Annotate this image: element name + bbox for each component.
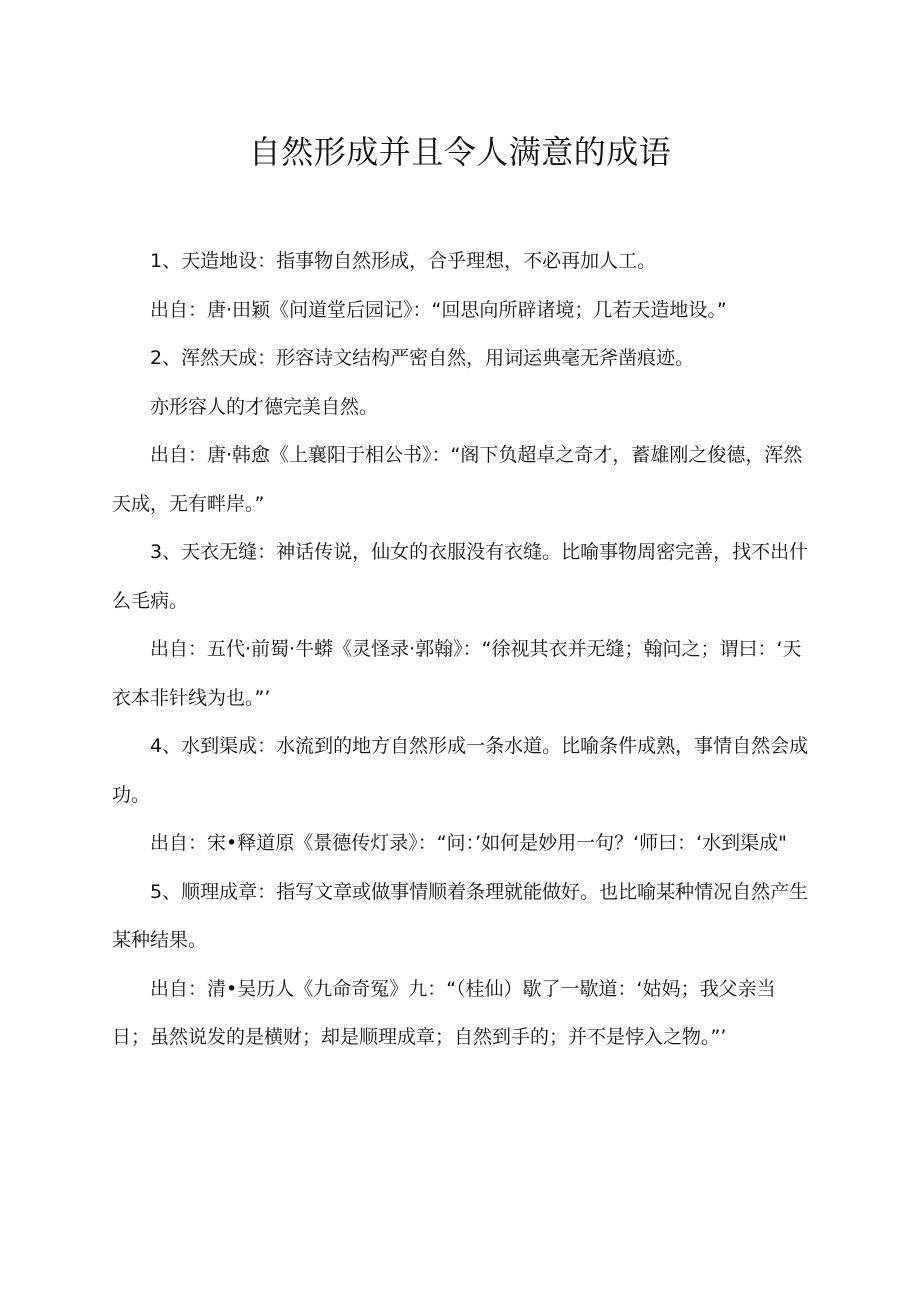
paragraph-source-5: 出自：清•吴历人《九命奇冤》九：“（桂仙）歇了一歇道：‘姑妈；我父亲当日；虽然说发的是横财；却是顺理成章；自然到手的；并不是悖入之物。”’ — [112, 977, 776, 1048]
paragraph-source-3: 出自：五代·前蜀·牛蟒《灵怪录·郭翰》：“徐视其衣并无缝；翰问之；谓曰：‘天衣本非针线为也。”’ — [112, 638, 802, 709]
paragraph-idiom-2: 2、浑然天成：形容诗文结构严密自然，用词运典毫无斧凿痕迹。 — [150, 347, 695, 369]
document-body — [112, 237, 812, 1062]
paragraph-idiom-4: 4、水到渠成：水流到的地方自然形成一条水道。比喻条件成熟，事情自然会成功。 — [112, 735, 809, 806]
paragraph-idiom-3: 3、天衣无缝：神话传说，仙女的衣服没有衣缝。比喻事物周密完善，找不出什么毛病。 — [112, 541, 809, 612]
paragraph-idiom-5: 5、顺理成章：指写文章或做事情顺着条理就能做好。也比喻某种情况自然产生某种结果。 — [112, 880, 809, 951]
paragraph-source-2: 出自：唐·韩愈《上襄阳于相公书》：“阁下负超卓之奇才，蓄雄刚之俊德，浑然天成，无有畔岸。” — [112, 444, 803, 515]
paragraph-source-4: 出自：宋•释道原《景德传灯录》：“问：’如何是妙用一句？‘师曰：‘水到渠成" — [150, 832, 787, 854]
paragraph-idiom-1: 1、天造地设：指事物自然形成，合乎理想，不必再加人工。 — [150, 250, 657, 272]
paragraph-idiom-2-extra: 亦形容人的才德完美自然。 — [150, 395, 379, 418]
paragraph-source-1: 出自：唐·田颖《问道堂后园记》：“回思向所辟诸境；几若天造地设。” — [150, 298, 727, 321]
document-title: 自然形成并且令人满意的成语 — [248, 133, 672, 171]
